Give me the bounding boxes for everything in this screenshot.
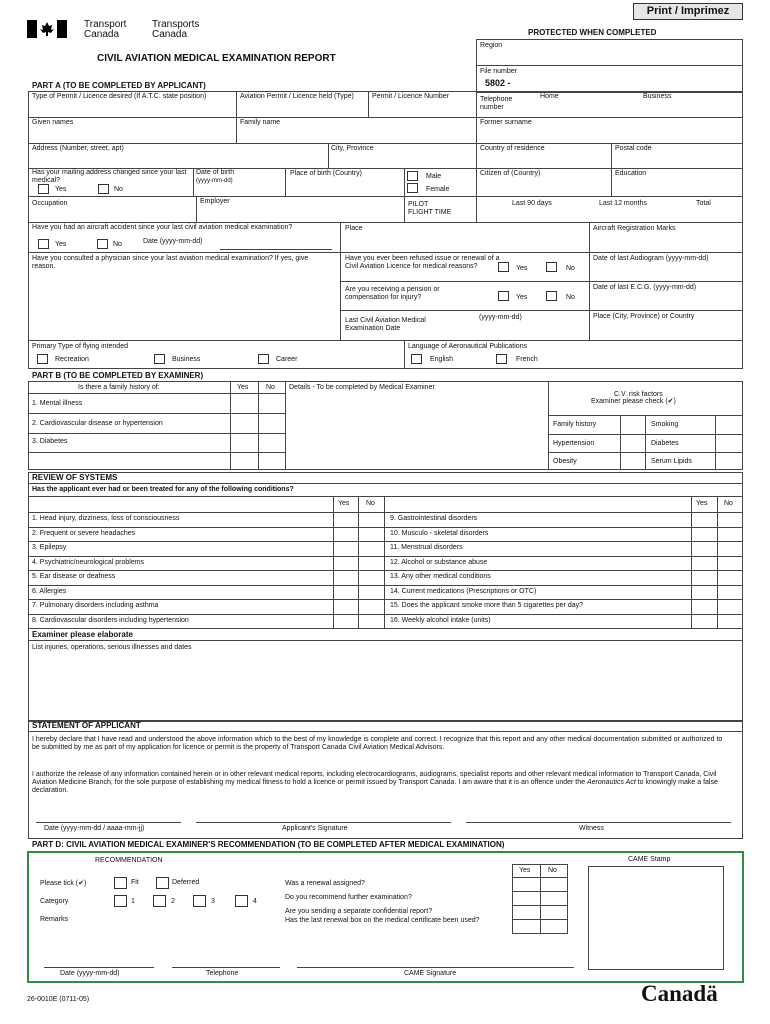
review-question: Has the applicant ever had or been treated for any of the following conditions? — [32, 486, 294, 493]
review-item: 9. Gastrointestinal disorders — [390, 515, 478, 522]
career-checkbox[interactable] — [258, 354, 269, 364]
home-label: Home — [540, 93, 559, 100]
last-exam-format: (yyyy-mm-dd) — [479, 314, 522, 321]
female-checkbox[interactable] — [407, 183, 418, 193]
category-4-label: 4 — [253, 898, 257, 905]
agency-fr-2: Canada — [152, 29, 188, 40]
accident-yes-label: Yes — [55, 241, 67, 248]
aircraft-reg-label: Aircraft Registration Marks — [593, 225, 676, 232]
refused-yes-checkbox[interactable] — [498, 262, 509, 272]
review-item: 16. Weekly alcohol intake (units) — [390, 617, 491, 624]
applicant-signature-label: Applicant's Signature — [282, 825, 348, 832]
review-item: 2. Frequent or severe headaches — [32, 530, 136, 537]
review-item: 1. Head injury, dizziness, loss of consciousness — [32, 515, 180, 522]
category-3-checkbox[interactable] — [193, 895, 206, 907]
review-item: 10. Musculo - skeletal disorders — [390, 530, 489, 537]
canada-wordmark: Canadä — [641, 981, 718, 1006]
agency-en-2: Canada — [84, 29, 120, 40]
accident-yes-checkbox[interactable] — [38, 239, 49, 249]
address-label: Address (Number, street, apt) — [32, 145, 124, 152]
cv-diabetes: Diabetes — [651, 440, 679, 447]
male-checkbox[interactable] — [407, 171, 418, 181]
recommendation-label: RECOMMENDATION — [95, 857, 163, 864]
review-no-left: No — [366, 500, 375, 507]
pension-no-checkbox[interactable] — [546, 291, 557, 301]
category-2-label: 2 — [171, 898, 175, 905]
deferred-label: Deferred — [172, 879, 200, 886]
came-stamp-box[interactable] — [588, 866, 724, 970]
fit-checkbox[interactable] — [114, 877, 127, 889]
education-label: Education — [615, 170, 647, 177]
refused-yes-label: Yes — [516, 265, 528, 272]
part-d-yes-header: Yes — [519, 867, 531, 874]
review-item: 5. Ear disease or deafness — [32, 573, 116, 580]
cv-family-history: Family history — [553, 421, 597, 428]
page-title: CIVIL AVIATION MEDICAL EXAMINATION REPORT — [97, 53, 336, 64]
flying-type-label: Primary Type of flying intended — [32, 343, 128, 350]
telephone-label: Telephone number — [480, 96, 513, 112]
physician-label: Have you consulted a physician since your last aviation medical examination? If yes, give reason. — [32, 255, 309, 271]
given-names-label: Given names — [32, 119, 74, 126]
business-label: Business — [643, 93, 672, 100]
permit-number-label: Permit / Licence Number — [372, 93, 450, 100]
business-checkbox[interactable] — [154, 354, 165, 364]
review-item: 4. Psychiatric/neurological problems — [32, 559, 145, 566]
category-3-label: 3 — [211, 898, 215, 905]
english-checkbox[interactable] — [411, 354, 422, 364]
review-item: 6. Allergies — [32, 588, 67, 595]
career-label: Career — [276, 356, 298, 363]
protected-label: PROTECTED WHEN COMPLETED — [528, 28, 657, 37]
fit-label: Fit — [131, 879, 139, 886]
deferred-checkbox[interactable] — [156, 877, 169, 889]
family-name-label: Family name — [240, 119, 281, 126]
file-number-label: File number — [480, 68, 517, 75]
aviation-permit-label: Aviation Permit / Licence held (Type) — [240, 93, 354, 100]
details-label: Details - To be completed by Medical Examiner — [289, 384, 435, 391]
review-item: 15. Does the applicant smoke more than 5 cigarettes per day? — [390, 602, 583, 609]
agency-fr-1: Transports — [152, 19, 200, 30]
further-exam-question: Do you recommend further examination? — [285, 894, 412, 901]
family-history-item: 2. Cardiovascular disease or hypertension — [32, 420, 163, 427]
came-signature-label: CAME Signature — [404, 970, 457, 977]
refused-no-label: No — [566, 265, 575, 272]
came-stamp-label: CAME Stamp — [628, 856, 671, 863]
pension-yes-checkbox[interactable] — [498, 291, 509, 301]
part-b-heading: PART B (TO BE COMPLETED BY EXAMINER) — [32, 371, 204, 380]
total-label: Total — [696, 200, 711, 207]
cv-serum-lipids: Serum Lipids — [651, 458, 692, 465]
occupation-label: Occupation — [32, 200, 68, 207]
dob-format: (yyyy-mm-dd) — [196, 178, 233, 184]
review-item: 8. Cardiovascular disorders including hypertension — [32, 617, 189, 624]
refused-no-checkbox[interactable] — [546, 262, 557, 272]
cv-obesity: Obesity — [553, 458, 577, 465]
agency-en-1: Transport — [84, 19, 127, 30]
confidential-report-question: Are you sending a separate confidential report? — [285, 908, 433, 915]
examiner-elaborate-heading: Examiner please elaborate — [32, 630, 133, 639]
city-label: City, Province — [331, 145, 374, 152]
place-birth-label: Place of birth (Country) — [290, 170, 362, 177]
category-label: Category — [40, 898, 69, 905]
review-item: 11. Menstrual disorders — [390, 544, 463, 551]
review-no-right: No — [724, 500, 733, 507]
postal-code-label: Postal code — [615, 145, 652, 152]
part-d-telephone-label: Telephone — [206, 970, 239, 977]
review-item: 3. Epilepsy — [32, 544, 67, 551]
accident-date-label: Date (yyyy-mm-dd) — [143, 238, 203, 245]
part-a-heading: PART A (TO BE COMPLETED BY APPLICANT) — [32, 81, 206, 90]
part-d-date-label: Date (yyyy-mm-dd) — [60, 970, 120, 977]
cv-smoking: Smoking — [651, 421, 679, 428]
review-item: 14. Current medications (Prescriptions or OTC) — [390, 588, 537, 595]
language-label: Language of Aeronautical Publications — [408, 343, 528, 350]
file-number-value: 5802 - — [485, 78, 511, 88]
recreation-label: Recreation — [55, 356, 89, 363]
category-2-checkbox[interactable] — [153, 895, 166, 907]
cv-risk-title: C.V. risk factors — [614, 391, 663, 398]
dob-label: Date of birth — [196, 169, 235, 176]
cv-hypertension: Hypertension — [553, 440, 595, 447]
refused-label: Have you ever been refused issue or renewal of a Civil Aviation Licence for medical reasons? — [345, 255, 500, 271]
part-d-no-header: No — [548, 867, 557, 874]
print-button[interactable]: Print / Imprimez — [633, 3, 743, 20]
region-field[interactable] — [476, 39, 743, 66]
statement-heading: STATEMENT OF APPLICANT — [32, 721, 141, 730]
part-d-heading: PART D: CIVIL AVIATION MEDICAL EXAMINER'S RECOMMENDATION (TO BE COMPLETED AFTER MEDICAL EXAMINATION) — [32, 840, 505, 849]
french-label: French — [516, 356, 538, 363]
last-90-label: Last 90 days — [512, 200, 552, 207]
male-label: Male — [426, 173, 442, 180]
recreation-checkbox[interactable] — [37, 354, 48, 364]
female-label: Female — [426, 186, 450, 193]
list-illnesses-label: List injuries, operations, serious illnesses and dates — [32, 644, 192, 651]
mailing-changed-label: Has your mailing address changed since your last medical? — [32, 169, 187, 185]
remarks-label: Remarks — [40, 916, 69, 923]
part-b-yes-header: Yes — [237, 384, 249, 391]
form-number: 26-0010E (0711-05) — [27, 996, 90, 1003]
permit-type-label: Type of Permit / Licence desired (If A.T.C. state position) — [32, 93, 207, 100]
renewal-box-question: Has the last renewal box on the medical certificate been used? — [285, 917, 480, 924]
last-12-label: Last 12 months — [599, 200, 647, 207]
canada-flag-icon — [27, 20, 67, 38]
statement-paragraph-1: I hereby declare that I have read and understood the above information which to the best of my knowledge is complete and correct. I recognize that this report and any other medical documentation submitted or authorized to be submitted by me as part of my application for licence or permit is the property of Transport Canada Civil Aviation Medical Advisors. — [32, 736, 723, 752]
place-label: Place — [345, 225, 363, 232]
pension-no-label: No — [566, 294, 575, 301]
pension-label: Are you receiving a pension or compensation for injury? — [345, 286, 440, 302]
category-1-label: 1 — [131, 898, 135, 905]
statement-paragraph-2: I authorize the release of any information contained herein or in other relevant medical reports, including electrocardiograms, audiograms, specialist reports and other relevant medical information to Transport Canada, Civil Aviation Medicine Branch, for the sole purpose of establishing my medical fitness to hold a licence or permit issued by Transport Canada. I am aware that it is an offence under the Aeronautics Act to knowingly make a false declaration. — [32, 771, 718, 795]
country-residence-label: Country of residence — [480, 145, 545, 152]
review-item: 12. Alcohol or substance abuse — [390, 559, 488, 566]
family-history-question: Is there a family history of: — [78, 384, 160, 391]
mailing-yes-label: Yes — [55, 186, 67, 193]
elaborate-text-area[interactable] — [29, 655, 742, 721]
business-option-label: Business — [172, 356, 201, 363]
family-history-item: 1. Mental illness — [32, 400, 83, 407]
english-label: English — [430, 356, 453, 363]
statement-date-label: Date (yyyy-mm-dd / aaaa-mm-jj) — [44, 825, 145, 832]
french-checkbox[interactable] — [496, 354, 507, 364]
witness-label: Witness — [579, 825, 604, 832]
citizen-label: Citizen of (Country) — [480, 170, 541, 177]
review-item: 7. Pulmonary disorders including asthma — [32, 602, 159, 609]
review-yes-left: Yes — [338, 500, 350, 507]
renewal-question: Was a renewal assigned? — [285, 880, 365, 887]
mailing-no-label: No — [114, 186, 123, 193]
accident-label: Have you had an aircraft accident since your last civil aviation medical examination? — [32, 224, 293, 231]
employer-label: Employer — [200, 198, 230, 205]
review-heading: REVIEW OF SYSTEMS — [32, 473, 118, 482]
ecg-label: Date of last E.C.G. (yyyy-mm-dd) — [593, 284, 697, 291]
category-1-checkbox[interactable] — [114, 895, 127, 907]
category-4-checkbox[interactable] — [235, 895, 248, 907]
please-tick-label: Please tick (✔) — [40, 880, 87, 887]
part-b-no-header: No — [266, 384, 275, 391]
pilot-flight-time-label: PILOT FLIGHT TIME — [408, 201, 452, 217]
review-yes-right: Yes — [696, 500, 708, 507]
mailing-no-checkbox[interactable] — [98, 184, 109, 194]
pension-yes-label: Yes — [516, 294, 528, 301]
place-city-label: Place (City, Province) or Country — [593, 313, 695, 320]
accident-no-checkbox[interactable] — [97, 239, 108, 249]
former-surname-label: Former surname — [480, 119, 532, 126]
review-item: 13. Any other medical conditions — [390, 573, 491, 580]
last-exam-label: Last Civil Aviation Medical Examination Date — [345, 317, 426, 333]
cv-risk-subtitle: Examiner please check (✔) — [591, 398, 676, 405]
audiogram-label: Date of last Audiogram (yyyy-mm-dd) — [593, 255, 709, 262]
mailing-yes-checkbox[interactable] — [38, 184, 49, 194]
family-history-item: 3. Diabetes — [32, 438, 68, 445]
accident-no-label: No — [113, 241, 122, 248]
region-label: Region — [480, 42, 503, 49]
